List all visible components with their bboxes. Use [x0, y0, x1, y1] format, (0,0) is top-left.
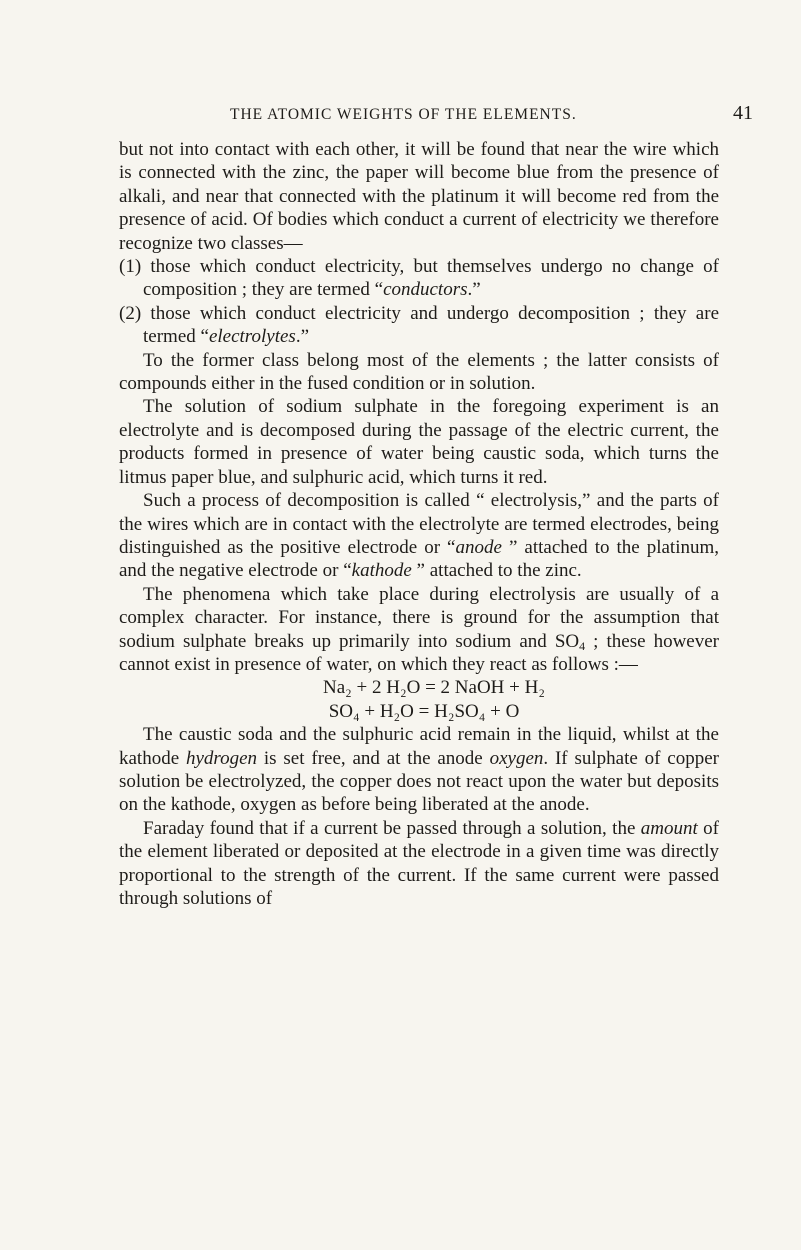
paragraph-4	[119, 489, 719, 583]
paragraph-1: but not into contact with each other, it will be found that near the wire which is connected with the zinc, the paper will become blue from the presence of alkali, and near that connected with the platinum it will become red from the presence of acid. Of bodies which conduct a current of electricity we therefore recognize two classes—	[119, 139, 719, 254]
body-text	[119, 138, 719, 910]
term-anode: anode	[455, 536, 502, 558]
p5-text-a: The phenomena which take place during electrolysis are usually of a complex character. For instance, there is ground for the assumption that sodium sulphate breaks up primarily into sodium and SO	[119, 583, 719, 652]
p6-text-b: is set free, and at the anode	[257, 747, 490, 769]
item2-text: (2) those which conduct electricity and undergo decomposition ; they are termed “	[119, 302, 719, 348]
running-title: THE ATOMIC WEIGHTS OF THE ELEMENTS.	[230, 106, 577, 123]
list-item-conductors	[119, 255, 719, 302]
p7-text-b: of the element liberated or deposited at the electrode in a given time was directly proportional to the strength of the current. If the same current were passed through solutions of	[119, 817, 720, 909]
p7-text-a: Faraday found that if a current be passed through a solution, the	[143, 817, 641, 839]
term-electrolytes: electrolytes	[208, 326, 296, 348]
page-number: 41	[733, 102, 753, 124]
p4-text-a: Such a process of decomposition is called “ electrolysis,” and the parts of the wires which are in contact with the electrolyte are termed electrodes, being distinguished as the positive electrode or “	[119, 490, 719, 558]
paragraph-6	[119, 723, 719, 817]
paragraph-7	[119, 817, 719, 911]
paragraph-5	[119, 583, 719, 677]
item1-text: (1) those which conduct electricity, but themselves undergo no change of composition ; they are termed “	[119, 256, 719, 301]
p6-text-a: The caustic soda and the sulphuric acid remain in the liquid, whilst at the kathode	[119, 724, 719, 769]
term-amount: amount	[640, 817, 698, 839]
term-kathode: kathode	[351, 560, 412, 582]
equation-1: Na₂ + 2 H₂O = 2 NaOH + H₂	[323, 677, 545, 699]
item2-end: .”	[295, 326, 309, 348]
term-conductors: conductors	[383, 279, 468, 301]
paragraph-3: The solution of sodium sulphate in the foregoing experiment is an electrolyte and is decomposed during the passage of the electric current, the products formed in presence of water being caustic soda, which turns the litmus paper blue, and sulphuric acid, which turns it red.	[119, 396, 719, 488]
equation-2: SO₄ + H₂O = H₂SO₄ + O	[328, 700, 520, 722]
p6-text-c: . If sulphate of copper solution be electrolyzed, the copper does not react upon the water but deposits on the kathode, oxygen as before being liberated at the anode.	[119, 747, 719, 816]
page-header	[230, 102, 753, 125]
p5-subscript: 4	[579, 638, 586, 653]
item1-end: .”	[467, 279, 481, 301]
p4-text-b: ” attached to the platinum, and the negative electrode or “	[119, 536, 720, 582]
list-item-electrolytes	[119, 302, 719, 349]
term-hydrogen: hydrogen	[186, 747, 258, 769]
p4-text-c: ” attached to the zinc.	[411, 560, 582, 582]
paragraph-2: To the former class belong most of the elements ; the latter consists of compounds either in the fused condition or in solution.	[119, 349, 719, 395]
p5-text-b: ; these however cannot exist in presence of water, on which they react as follows :—	[119, 630, 720, 675]
term-oxygen: oxygen	[489, 747, 544, 769]
